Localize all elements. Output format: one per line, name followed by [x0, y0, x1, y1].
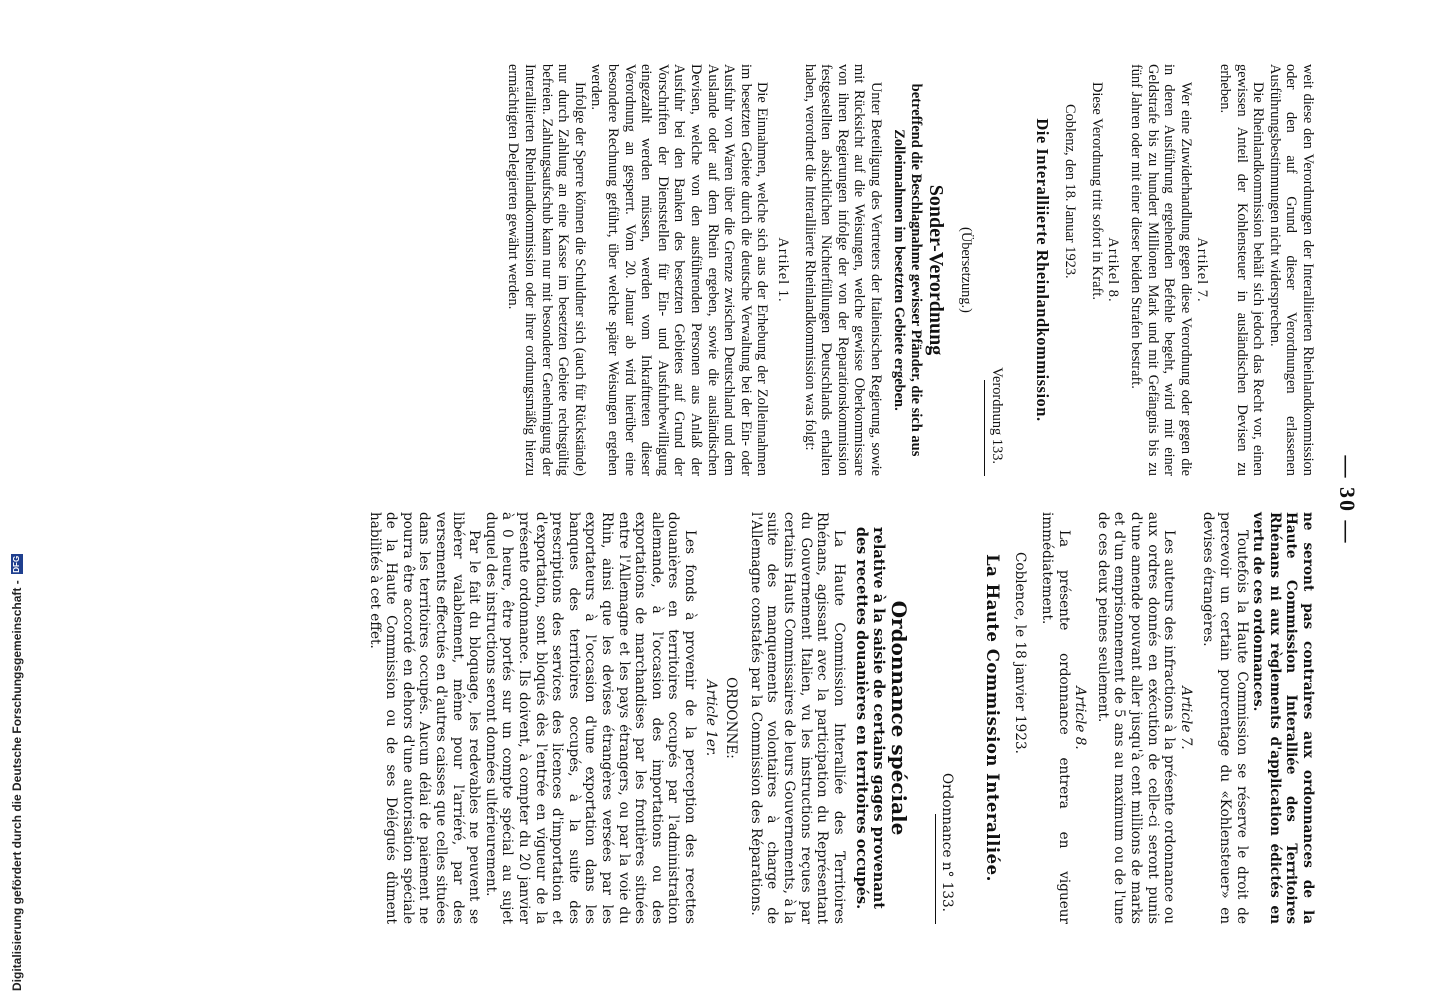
german-signature: Die Interalliierte Rheinlandkommission. [1032, 118, 1052, 422]
french-top-paragraph: ne seront pas contraires aux ordonnances de la Haute Commission Interalliée des Territoires Rhénans ni aux règlements d'application édictés en vertu de ces ordonnances. [1250, 512, 1316, 924]
german-ordinance-title: Sonder-Verordnung [924, 184, 947, 356]
french-ordinance-number: Ordonnance n° 133. [939, 772, 956, 912]
french-ordinance-subtitle: relative à la saisie de certains gages provenant des recettes douanières en territoires occupés. [852, 526, 887, 910]
french-preamble: La Haute Commission Interalliée des Territoires Rhénans, agissant avec la participation du Représentant du Gouvernement Italien, vu les instructions reçues par certains Hauts Commissaires de leurs Gouvernements, à la suite des manquements volontaires à charge de l'Allemagne constatés par la Commission des Réparations. [747, 512, 847, 924]
german-top-paragraph: weit diese den Verordnungen der Interalliierten Rheinlandkommission oder den auf Grund dieser Verordnungen erlassenen Ausführungsbestimmungen nicht widersprechen. [1266, 64, 1316, 476]
german-preamble: Unter Beteiligung des Vertreters der Italienischen Regierung, sowie mit Rücksicht auf die Weisungen, welche gewisse Oberkommissare von ihren Regierungen infolge der von der Reparationskommission festgestellten absichtlichen Nichterfüllungen Deutschlands erhalten haben, verordnet die Interalliierte Rheinlandkommission was folgt: [801, 64, 884, 476]
german-article-7-text: Wer eine Zuwiderhandlung gegen diese Verordnung oder gegen die in deren Ausführung ergehenden Befehle begeht, wird mit einer Geldstrafe bis zu hundert Millionen Mark und mit Gefängnis bis zu fünf Jahren oder mit einer dieser beiden Strafen bestraft. [1128, 64, 1194, 476]
german-article-8-text: Diese Verordnung tritt sofort in Kraft. [1088, 82, 1105, 300]
german-translation-note: (Übersetzung.) [958, 227, 975, 313]
german-date: Coblenz, den 18. Januar 1923. [1062, 104, 1079, 279]
dfg-funding-text: Digitalisierung gefördert durch die Deutsche Forschungsgemeinschaft - [10, 580, 24, 991]
french-article-7-title: Article 7. [1177, 686, 1194, 750]
french-ordonne: ORDONNE: [723, 677, 740, 759]
french-date: Coblence, le 18 janvier 1923. [1012, 552, 1029, 754]
page-number: — 30 — [1335, 455, 1360, 545]
french-article-7-text: Les auteurs des infractions à la présente ordonnance ou aux ordres donnés en exécution de celle-ci seront punis d'une amende pouvant aller jusqu'à cent millions de marks et d'un emprisonnement de 5 ans au maximum ou de l'une de ces deux peines seulement. [1094, 512, 1178, 924]
french-number-underline [935, 814, 936, 924]
french-top-paragraph-2: Toutefois la Haute Commission se réserve le droit de percevoir un certain pourcentage du «Kohlensteuer» en devises étrangères. [1200, 512, 1250, 924]
french-article-1-text-2: Par le fait du bloquage, les redevables ne peuvent se libérer valablement, même pour l'arriéré, par des versements effectués en d'autres caisses que celles situées dans les territoires occupés. Aucun délai de paiement ne pourra être accordé en dehors d'une autorisation spéciale de la Haute Commission ou de ses Délégués dûment habilités à cet effet. [366, 512, 483, 924]
german-column [505, 64, 1316, 476]
french-article-8-text: La présente ordonnance entrera en vigueur immédiatement. [1039, 512, 1072, 924]
german-ordinance-subtitle: betreffend die Beschlagnahme gewisser Pfänder, die sich aus Zolleinnahmen im besetzten Gebiete ergeben. [890, 83, 924, 457]
dfg-logo: DFG [12, 555, 21, 573]
french-article-8-title: Article 8. [1072, 686, 1089, 750]
german-top-paragraph-2: Die Rheinlandkommission behält sich jedoch das Recht vor, einen gewissen Anteil der Kohlensteuer in ausländischen Devisen zu erheben. [1217, 64, 1267, 476]
french-article-1-title: Article 1er. [702, 679, 719, 757]
french-signature: La Haute Commission Interalliée. [982, 554, 1002, 882]
french-article-1-text: Les fonds à provenir de la perception des recettes douanières en territoires occupés par l'administration allemande, à l'occasion des importations ou des exportations de marchandises par les frontières situées entre l'Allemagne et les pays étrangers, ou par la voie du Rhin, ainsi que les devises étrangères versées par les exportateurs à l'occasion d'une exportation dans les banques des territoires occupés, à la suite des prescriptions des services des licences d'importation et d'exportation, sont bloqués dès l'entrée en vigueur de la présente ordonnance. Ils doivent, à compter du 20 janvier à 0 heure, être portés sur un compte spécial au sujet duquel des instructions seront données ultérieurement. [482, 512, 698, 924]
german-ordinance-number: Verordnung 133. [989, 367, 1006, 464]
german-article-8-title: Artikel 8. [1105, 237, 1122, 303]
french-ordinance-title: Ordonnance spéciale [886, 600, 911, 836]
french-column [366, 512, 1316, 924]
german-article-1-text-2: Infolge der Sperre können die Schuldner sich (auch für Rückstände) nur durch Zahlung an eine Kasse im besetzten Gebiete rechtsgültig befreien. Zahlungsaufschub kann nur mit besonderer Genehmigung der Interalliierten Rheinlandkommission oder ihrer ordnungsmäßig hierzu ermächtigten Delegierten gewährt werden. [505, 64, 588, 476]
german-article-7-title: Artikel 7. [1194, 237, 1211, 303]
german-article-1-title: Artikel 1. [774, 237, 791, 303]
german-article-1-text: Die Einnahmen, welche sich aus der Erhebung der Zolleinnahmen im besetzten Gebiete durch die deutsche Verwaltung bei der Ein- oder Ausfuhr von Waren über die Grenze zwischen Deutschland und dem Auslande oder auf dem Rhein ergeben, sowie die ausländischen Devisen, welche von den ausführenden Personen aus Anlaß der Ausfuhr bei den Banken des besetzten Gebietes auf Grund der Vorschriften der Dienststellen für Ein- und Ausfuhrbewilligung eingezahlt werden müssen, werden vom Inkrafttreten dieser Verordnung an gesperrt. Vom 20. Januar ab wird hierüber eine besondere Rechnung geführt, über welche später Weisungen ergehen werden. [588, 64, 771, 476]
german-number-underline [985, 380, 986, 476]
